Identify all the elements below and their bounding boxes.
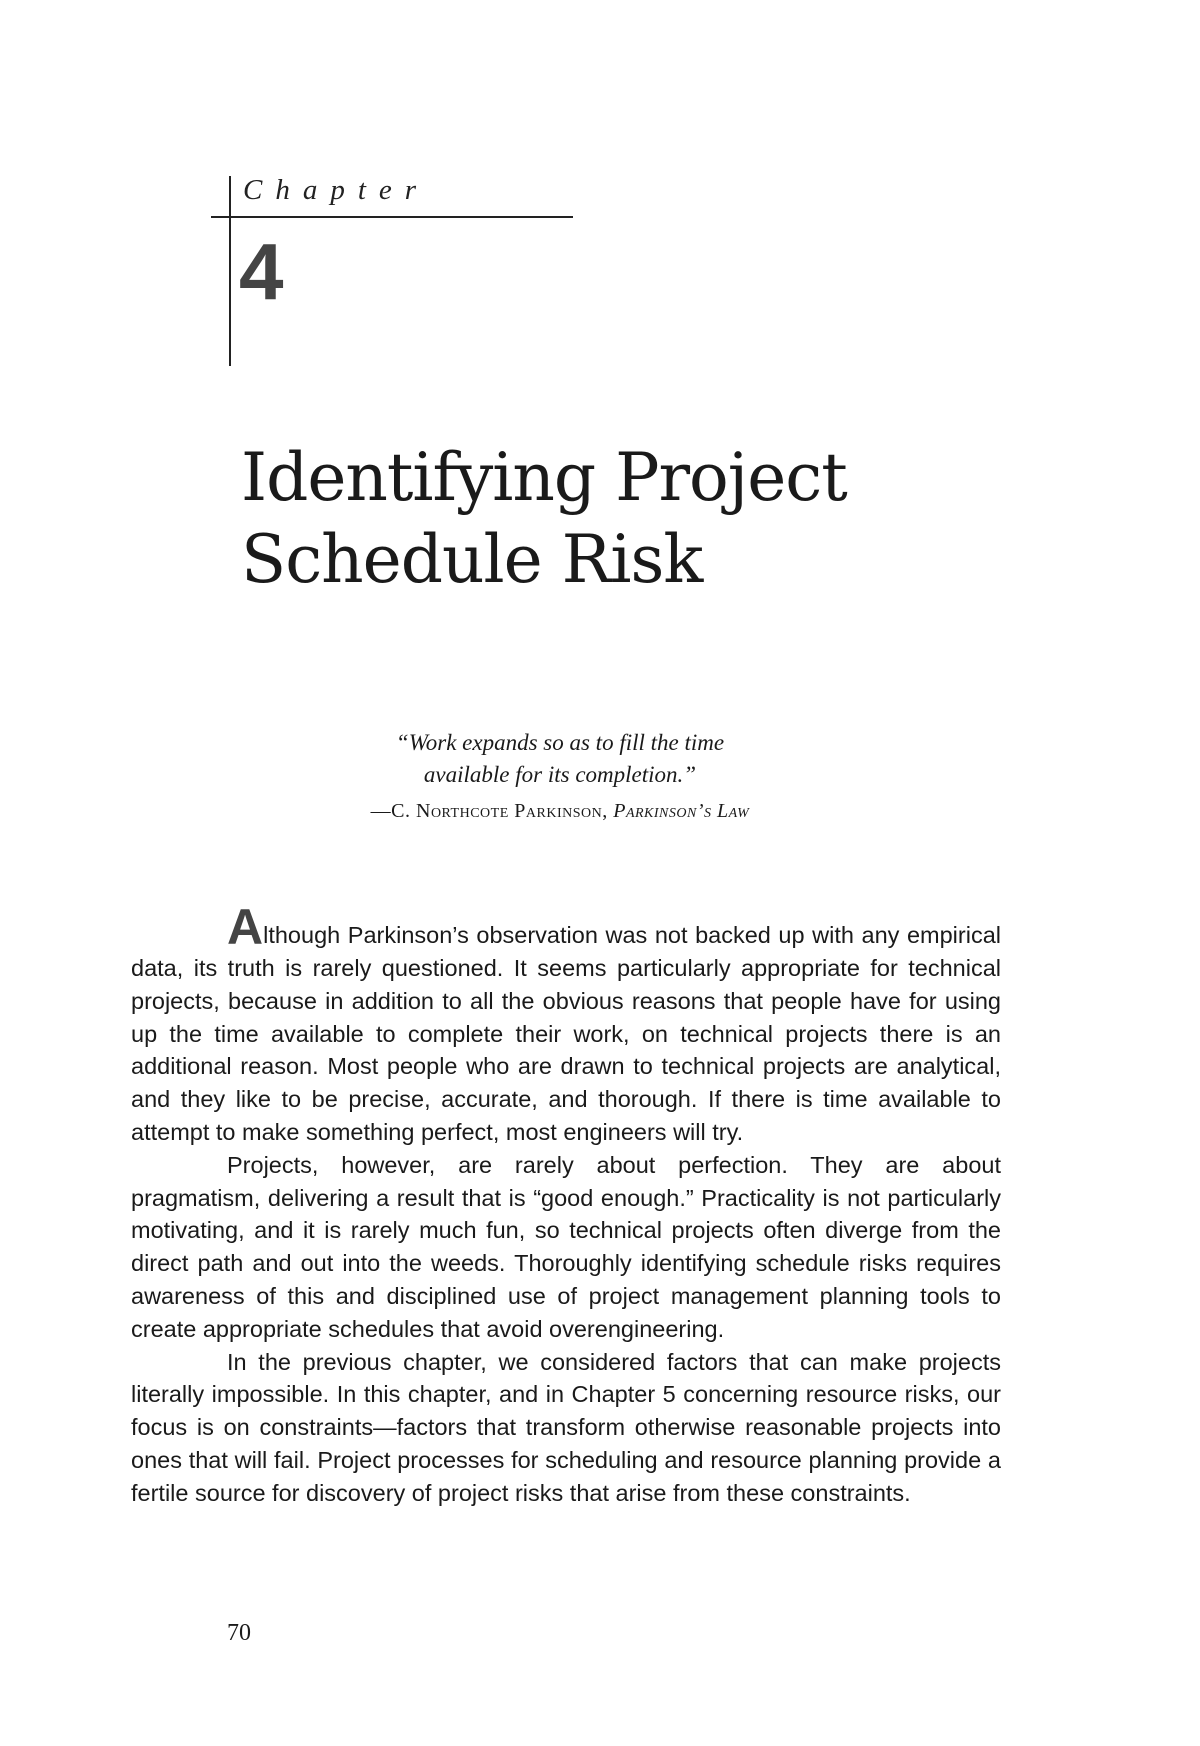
chapter-title-line-1: Identifying Project <box>241 439 847 516</box>
epigraph-attribution <box>300 797 820 825</box>
epigraph-dash: — <box>370 800 392 822</box>
drop-cap: A <box>227 899 264 955</box>
epigraph-quote-line-2: available for its completion.” <box>423 762 697 787</box>
epigraph-quote-line-1: “Work expands so as to fill the time <box>395 730 725 755</box>
body-text <box>131 899 1001 1510</box>
page-number: 70 <box>227 1620 251 1646</box>
body-paragraph-1-text: lthough Parkinson’s observation was not backed up with any empirical data, its truth is rarely questioned. It seems particularly appropriate for technical projects, because in addition to all the obvious reasons that people have for using up the time available to complete their work, on technical projects there is an additional reason. Most people who are drawn to technical projects are analytical, and they like to be precise, accurate, and thorough. If there is time available to attempt to make something perfect, most engineers will try. <box>131 922 1001 1145</box>
chapter-label: Chapter <box>243 174 430 206</box>
epigraph <box>300 727 820 825</box>
body-paragraph-1 <box>131 899 1001 1149</box>
epigraph-book-title: Parkinson’s Law <box>613 800 750 822</box>
chapter-vertical-rule <box>229 176 231 366</box>
body-paragraph-2: Projects, however, are rarely about perfection. They are about pragmatism, delivering a result that is “good enough.” Practicality is not particularly motivating, and it is rarely much fun, so technical projects often diverge from the direct path and out into the weeds. Thoroughly identifying schedule risks requires awareness of this and disciplined use of project management planning tools to create appropriate schedules that avoid overengineering. <box>131 1151 1001 1342</box>
epigraph-author: C. Northcote Parkinson, <box>391 800 614 822</box>
chapter-title-line-2: Schedule Risk <box>241 521 703 598</box>
chapter-number: 4 <box>239 227 284 316</box>
chapter-horizontal-rule <box>211 216 573 218</box>
body-paragraph-3: In the previous chapter, we considered factors that can make projects literally impossible. In this chapter, and in Chapter 5 concerning resource risks, our focus is on constraints—factors that transform otherwise reasonable projects into ones that will fail. Project processes for scheduling and resource planning provide a fertile source for discovery of project risks that arise from these constraints. <box>131 1348 1001 1506</box>
chapter-title <box>241 437 847 601</box>
